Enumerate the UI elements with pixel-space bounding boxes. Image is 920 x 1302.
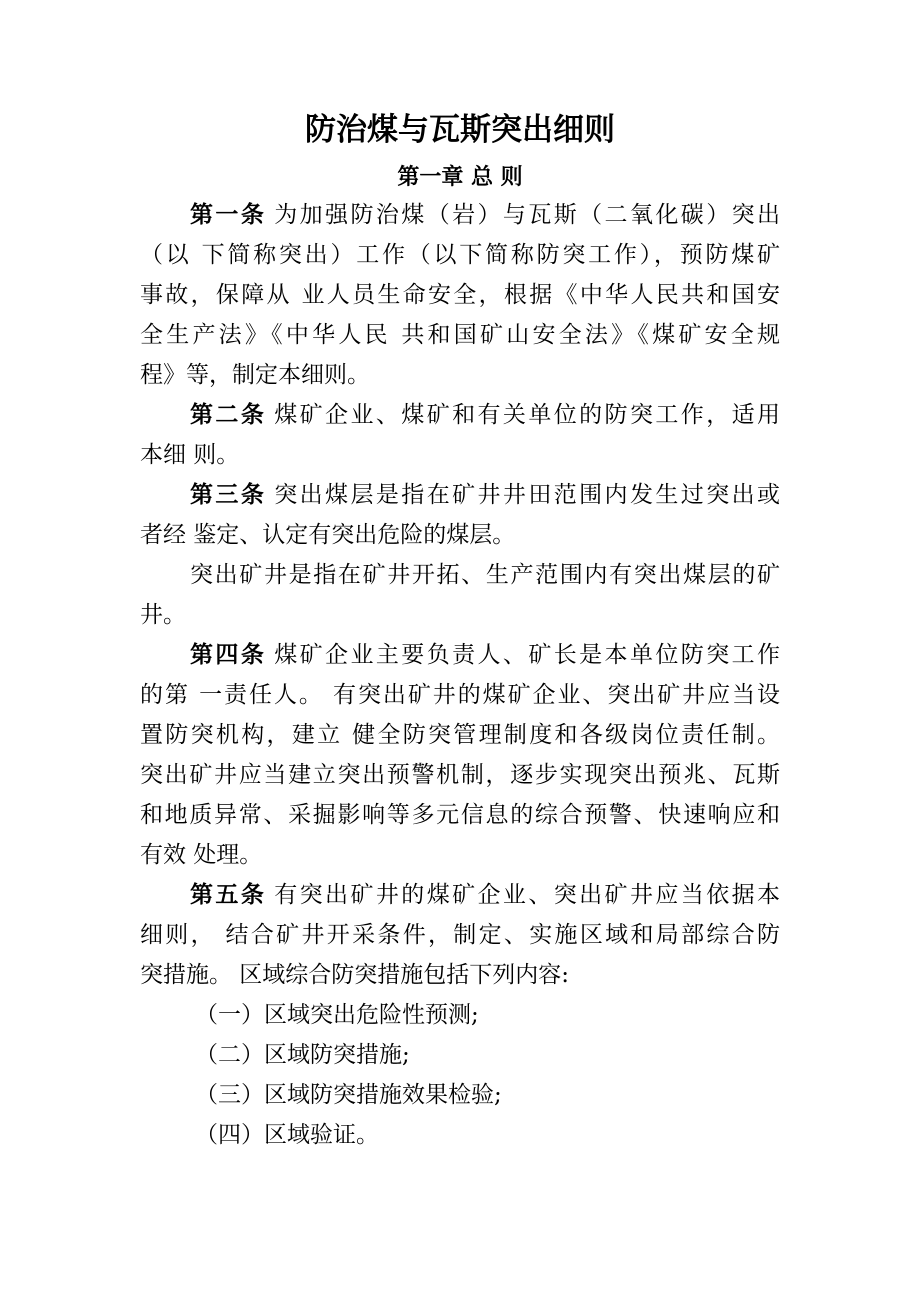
line-text: 程》等，制定本细则。 [140,362,370,388]
text-line [140,875,780,915]
text-line [140,315,780,355]
text-line [140,475,780,515]
article-label: 第五条 [190,881,267,908]
list-item [140,1035,780,1075]
text-line [140,1035,780,1075]
line-text: （二）区域防突措施; [195,1042,410,1068]
line-text: 突出矿井应当建立突出预警机制，逐步实现突出预兆、瓦斯 [140,762,780,788]
text-line [140,1075,780,1115]
text-line [140,355,780,395]
line-text: 煤矿企业、煤矿和有关单位的防突工作，适用 [274,402,781,428]
line-text: （四）区域验证。 [195,1122,379,1148]
article-label: 第二条 [190,401,267,428]
text-line [140,595,780,635]
line-text: （三）区域防突措施效果检验; [195,1082,502,1108]
text-line [140,835,780,875]
line-text: 和地质异常、采掘影响等多元信息的综合预警、快速响应和 [140,802,780,828]
text-line [140,195,780,235]
line-text: 有突出矿井的煤矿企业、突出矿井应当依据本 [274,882,781,908]
document-body [140,195,780,1155]
line-text: 细则， 结合矿井开采条件，制定、实施区域和局部综合防 [140,922,780,948]
article-paragraph [140,875,780,995]
line-text: 为加强防治煤（岩）与瓦斯（二氧化碳）突出 [274,202,781,228]
text-line [140,795,780,835]
text-line [140,635,780,675]
list-item [140,1075,780,1115]
text-line [140,715,780,755]
text-line [140,235,780,275]
article-paragraph [140,635,780,875]
text-line [140,915,780,955]
line-text: 本细 则。 [140,442,240,468]
text-line [140,435,780,475]
list-item [140,1115,780,1155]
line-text: 突出矿井是指在矿井开拓、生产范围内有突出煤层的矿 [190,562,780,588]
article-label: 第三条 [190,481,267,508]
line-text: （以 下简称突出）工作（以下简称防突工作），预防煤矿 [140,242,780,268]
article-paragraph [140,475,780,555]
line-text: 置防突机构，建立 健全防突管理制度和各级岗位责任制。 [140,722,780,748]
line-text: 者经 鉴定、认定有突出危险的煤层。 [140,522,516,548]
document-title: 防治煤与瓦斯突出细则 [305,112,615,148]
line-text: 突措施。 区域综合防突措施包括下列内容: [140,962,570,988]
paragraph [140,555,780,635]
text-line [140,515,780,555]
text-line [140,955,780,995]
text-line [140,395,780,435]
list-item [140,995,780,1035]
text-line [140,1115,780,1155]
line-text: 井。 [140,602,186,628]
line-text: 突出煤层是指在矿井井田范围内发生过突出或 [274,482,781,508]
article-label: 第四条 [190,641,267,668]
text-line [140,275,780,315]
line-text: 事故，保障从 业人员生命安全，根据《中华人民共和国安 [140,282,780,308]
text-line [140,995,780,1035]
article-paragraph [140,395,780,475]
line-text: 的第 一责任人。 有突出矿井的煤矿企业、突出矿井应当设 [140,682,780,708]
article-label: 第一条 [190,201,267,228]
line-text: 全生产法》《中华人民 共和国矿山安全法》《煤矿安全规 [140,322,780,348]
text-line [140,755,780,795]
text-line [140,555,780,595]
chapter-heading: 第一章 总 则 [397,164,523,190]
line-text: 有效 处理。 [140,842,263,868]
line-text: 煤矿企业主要负责人、矿长是本单位防突工作 [274,642,781,668]
article-paragraph [140,195,780,395]
text-line [140,675,780,715]
line-text: （一）区域突出危险性预测; [195,1002,479,1028]
